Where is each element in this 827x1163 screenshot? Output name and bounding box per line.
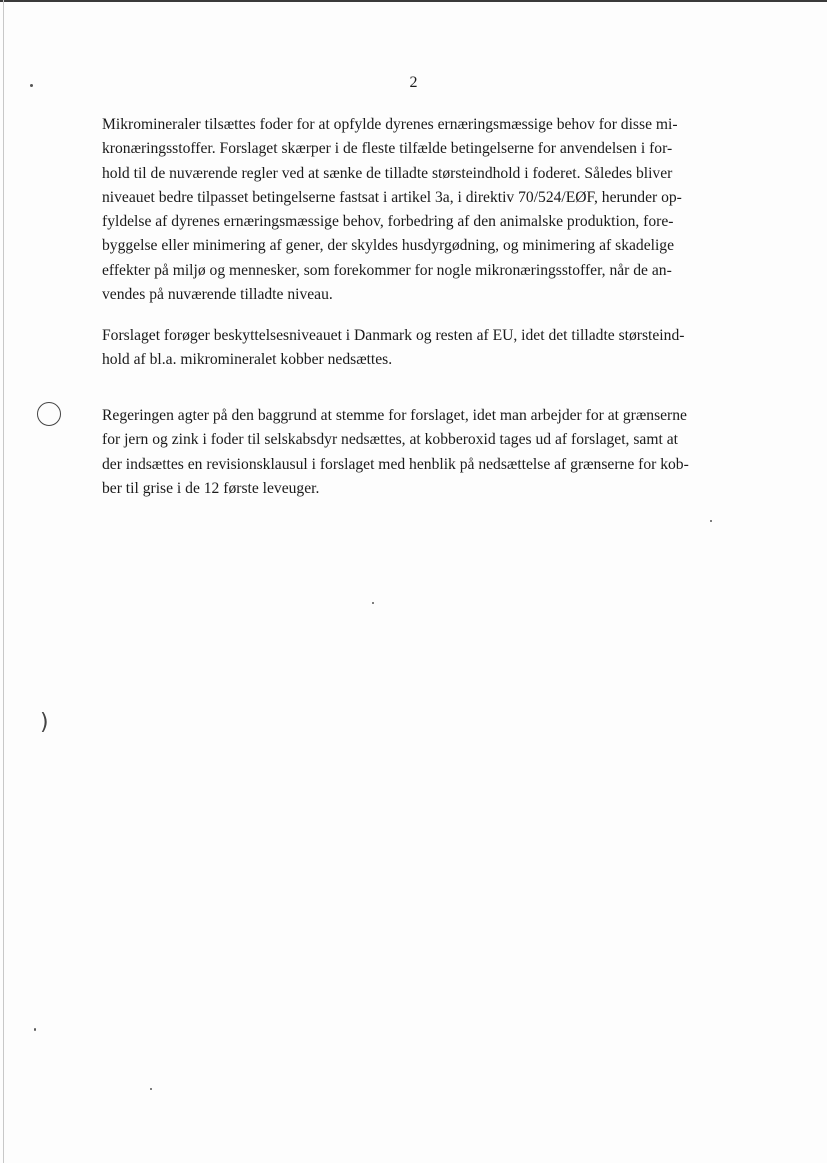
top-edge-rule — [0, 0, 827, 2]
paragraph-line: fyldelse af dyrenes ernæringsmæssige behov, forbedring af den animalske produktion, fore- — [102, 213, 674, 231]
punch-hole-arc-mark: ) — [40, 710, 49, 735]
paragraph-line: hold af bl.a. mikromineralet kobber nedsættes. — [102, 351, 393, 369]
scan-speck — [34, 1028, 36, 1031]
paragraph-2 — [102, 324, 724, 373]
scan-speck — [372, 602, 374, 604]
paragraph-line: Mikromineraler tilsættes foder for at opfylde dyrenes ernæringsmæssige behov for disse mi- — [102, 116, 678, 133]
paragraph-line: byggelse eller minimering af gener, der skyldes husdyrgødning, og minimering af skadelige — [102, 237, 675, 255]
scan-speck — [30, 84, 33, 87]
page-number: 2 — [409, 74, 418, 91]
scan-speck — [710, 520, 712, 522]
paragraph-line: Regeringen agter på den baggrund at stemme for forslaget, idet man arbejder for at grænserne — [102, 407, 687, 424]
paragraph-line: der indsættes en revisionsklausul i forslaget med henblik på nedsættelse af grænserne for kob- — [102, 455, 689, 473]
paragraph-line: vendes på nuværende tilladte niveau. — [102, 286, 333, 304]
paragraph-line: Forslaget forøger beskyttelsesniveauet i Danmark og resten af EU, idet det tilladte størsteind- — [102, 327, 685, 344]
scan-speck — [150, 1088, 152, 1090]
punch-hole-mark — [37, 402, 61, 426]
paragraph-1 — [102, 113, 724, 307]
paragraph-3 — [102, 404, 724, 501]
paragraph-line: kronæringsstoffer. Forslaget skærper i de fleste tilfælde betingelserne for anvendelsen i for- — [102, 140, 673, 158]
paragraph-line: for jern og zink i foder til selskabsdyr nedsættes, at kobberoxid tages ud af forslaget, samt at — [102, 431, 678, 449]
paragraph-line: hold til de nuværende regler ved at sænke de tilladte størsteindhold i foderet. Således bliver — [102, 164, 673, 182]
paragraph-line: niveauet bedre tilpasset betingelserne fastsat i artikel 3a, i direktiv 70/524/EØF, herunder op- — [102, 188, 682, 206]
left-edge-rule — [3, 0, 4, 1163]
paragraph-line: effekter på miljø og mennesker, som forekommer for nogle mikronæringsstoffer, når de an- — [102, 261, 672, 279]
paragraph-line: ber til grise i de 12 første leveuger. — [102, 479, 320, 497]
